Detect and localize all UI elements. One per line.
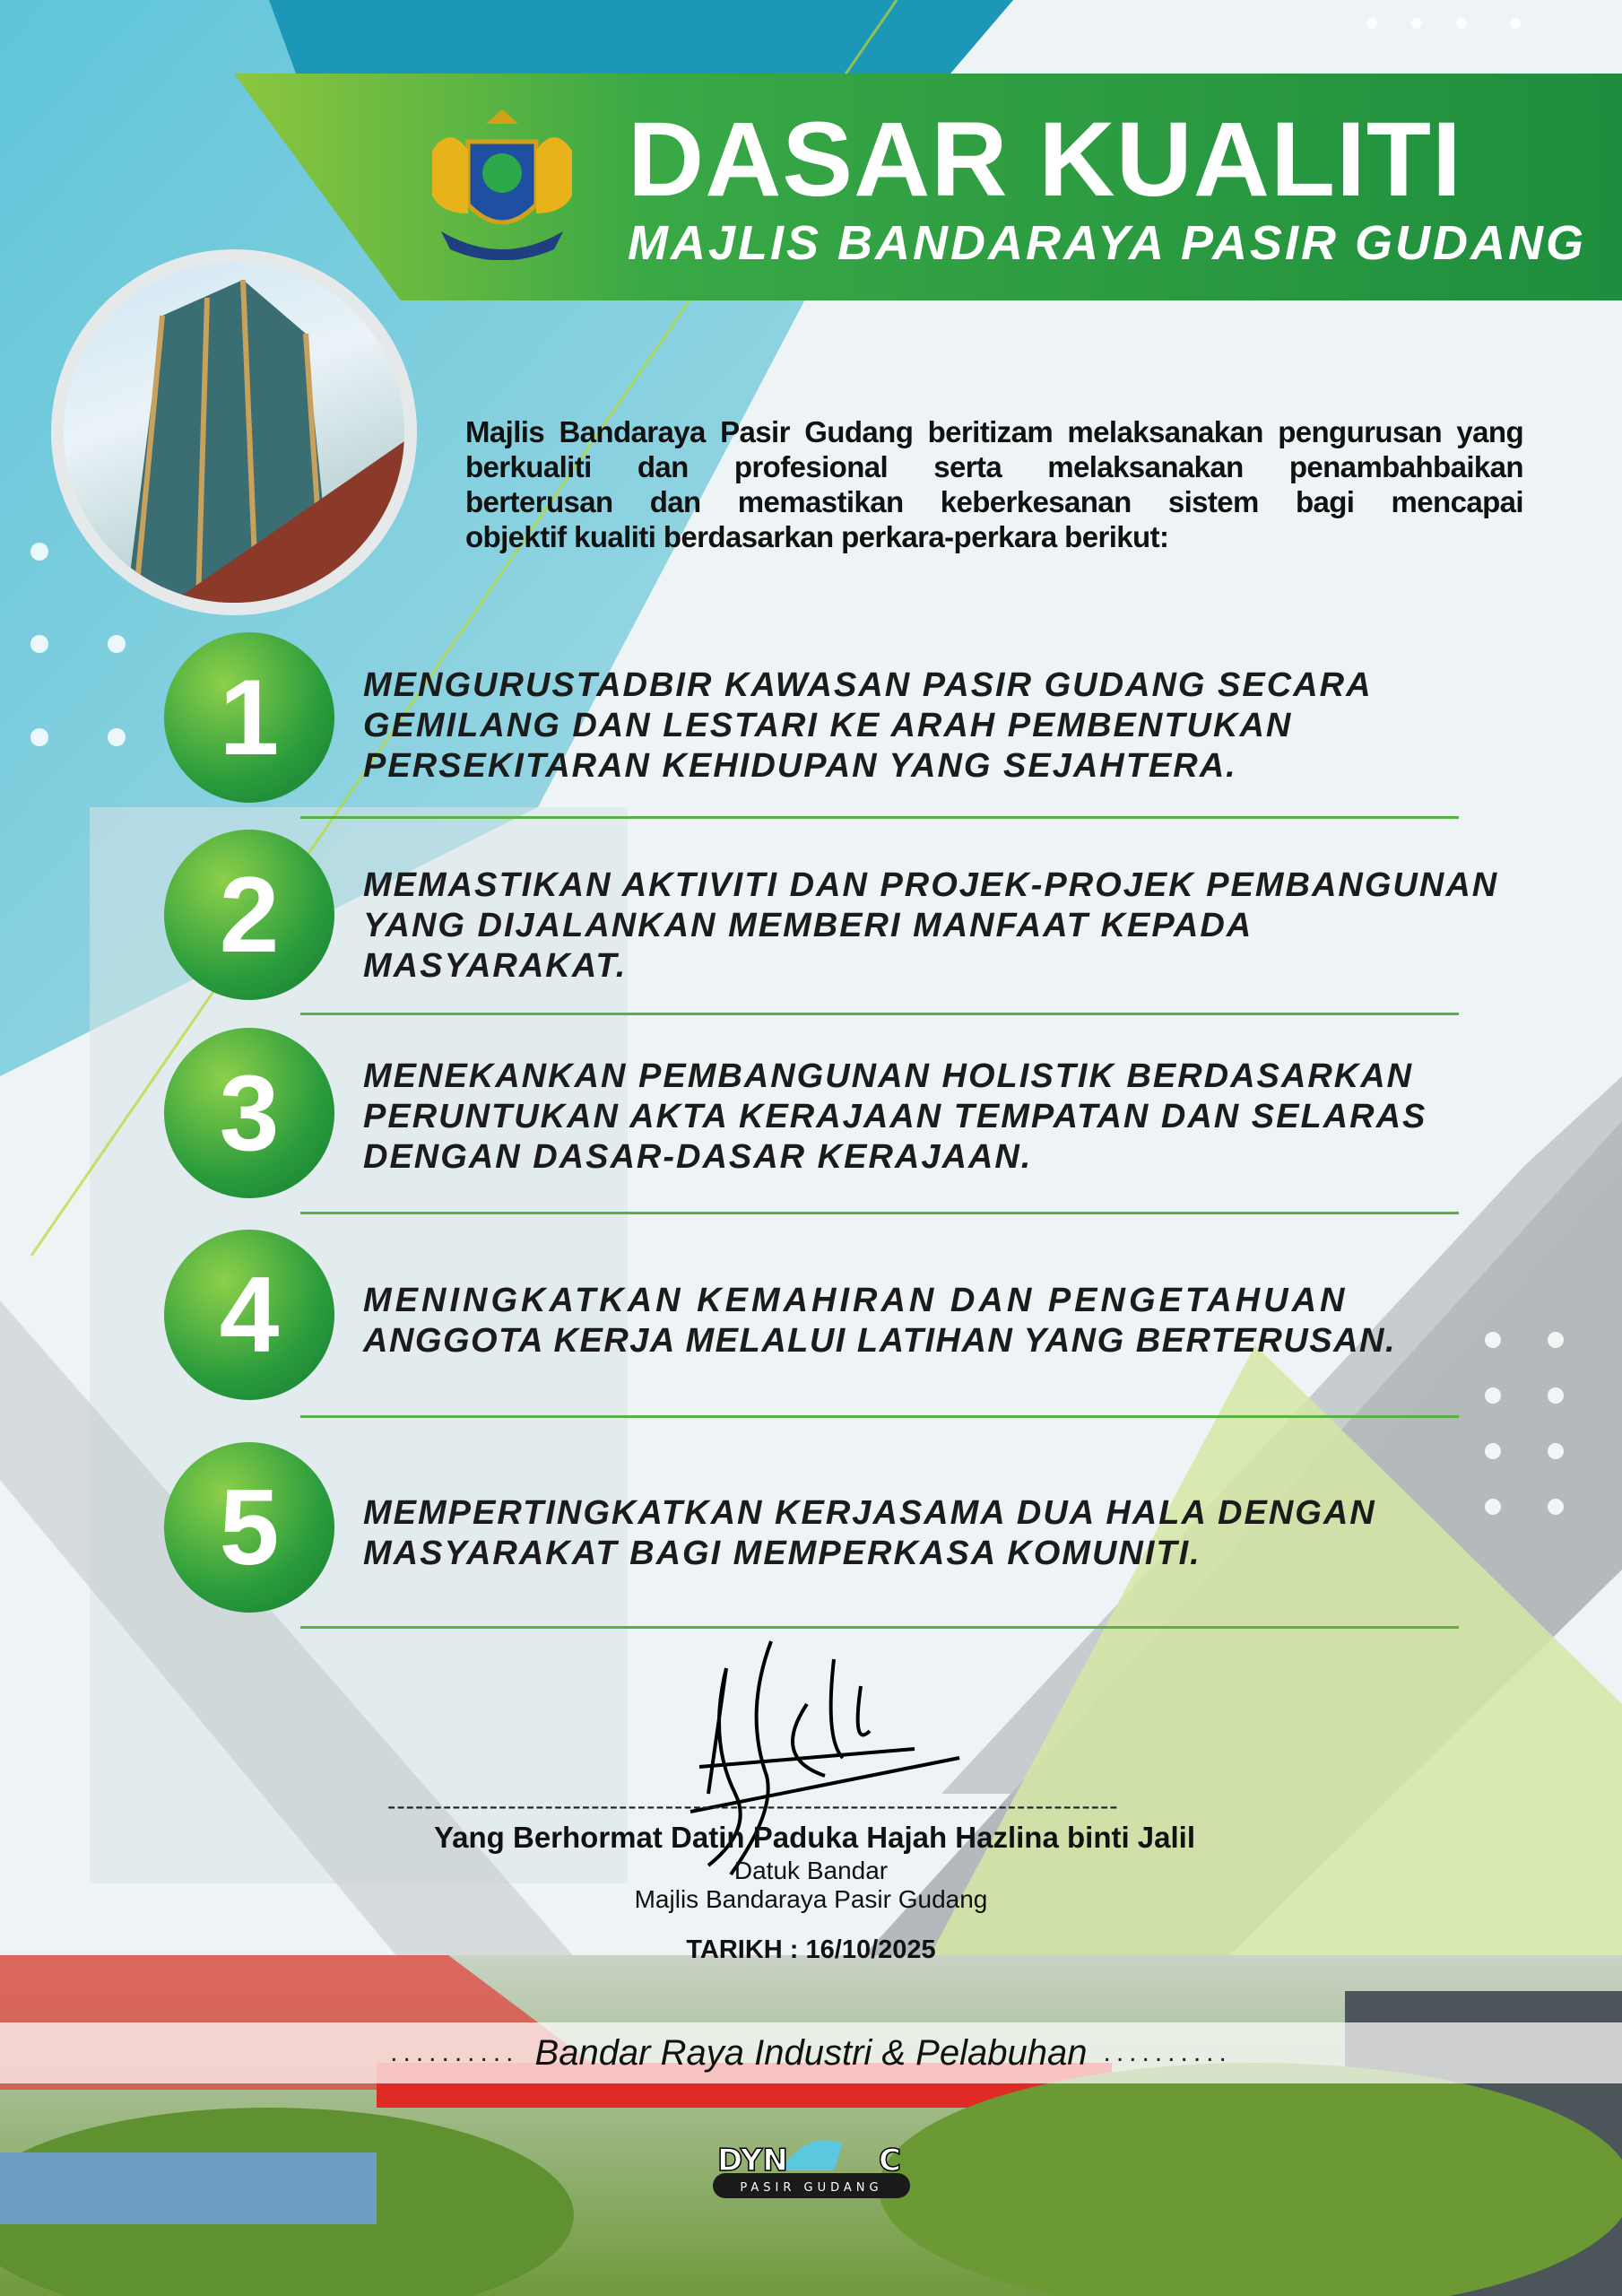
date-label: TARIKH : 16/10/2025: [686, 1935, 936, 1964]
svg-text:C: C: [879, 2143, 901, 2179]
item-number-3: 3: [164, 1028, 334, 1198]
tower-image-icon: [64, 262, 404, 603]
slogan-text: Bandar Raya Industri & Pelabuhan: [534, 2032, 1088, 2073]
dynamic-pasir-gudang-logo: [708, 2133, 915, 2205]
dots-decoration: ..........: [1103, 2038, 1232, 2067]
page-subtitle: MAJLIS BANDARAYA PASIR GUDANG: [628, 216, 1587, 270]
quality-objective-3: MENEKANKAN PEMBANGUNAN HOLISTIK BERDASARKAN PERUNTUKAN AKTA KERAJAAN TEMPATAN DAN SELARAS DENGAN DASAR-DASAR KERAJAAN.: [363, 1057, 1427, 1176]
building-photo: [51, 249, 417, 615]
dots-decoration: ..........: [390, 2038, 519, 2067]
item-divider: [300, 1212, 1459, 1214]
quality-objective-5: MEMPERTINGKATKAN KERJASAMA DUA HALA DENGAN MASYARAKAT BAGI MEMPERKASA KOMUNITI.: [363, 1494, 1376, 1572]
svg-text:DYN: DYN: [717, 2143, 788, 2179]
item-number-2: 2: [164, 830, 334, 1000]
item-divider: [300, 1415, 1459, 1418]
item-divider: [300, 1013, 1459, 1015]
signature-line: -------------------------------------------------------------------------------: [387, 1792, 1119, 1820]
city-council-crest-icon: [414, 106, 590, 260]
item-number-1: 1: [164, 632, 334, 803]
item-number-5: 5: [164, 1442, 334, 1613]
slogan-band: [0, 2022, 1622, 2083]
svg-text:PASIR GUDANG: PASIR GUDANG: [740, 2181, 883, 2195]
signatory-organization: Majlis Bandaraya Pasir Gudang: [634, 1885, 988, 1913]
page-title: DASAR KUALITI: [628, 100, 1462, 219]
item-divider: [300, 1626, 1459, 1629]
quality-objective-2: MEMASTIKAN AKTIVITI DAN PROJEK-PROJEK PEMBANGUNAN YANG DIJALANKAN MEMBERI MANFAAT KEPADA MASYARAKAT.: [363, 866, 1499, 985]
quality-objective-4: MENINGKATKAN KEMAHIRAN DAN PENGETAHUAN ANGGOTA KERJA MELALUI LATIHAN YANG BERTERUSAN.: [363, 1282, 1397, 1360]
signatory-title: Datuk Bandar: [733, 1857, 889, 1884]
signatory-name: Yang Berhormat Datin Paduka Hajah Hazlina binti Jalil: [433, 1821, 1196, 1854]
item-divider: [300, 816, 1459, 819]
intro-paragraph: Majlis Bandaraya Pasir Gudang beritizam melaksanakan pengurusan yang berkualiti dan profesional serta melaksanakan penambahbaikan berterusan dan memastikan keberkesanan sistem bagi mencapai objektif kualiti berdasarkan perkara-perkara berikut:: [465, 415, 1523, 553]
item-number-4: 4: [164, 1230, 334, 1400]
quality-objective-1: MENGURUSTADBIR KAWASAN PASIR GUDANG SECARA GEMILANG DAN LESTARI KE ARAH PEMBENTUKAN PERSEKITARAN KEHIDUPAN YANG SEJAHTERA.: [363, 666, 1373, 785]
